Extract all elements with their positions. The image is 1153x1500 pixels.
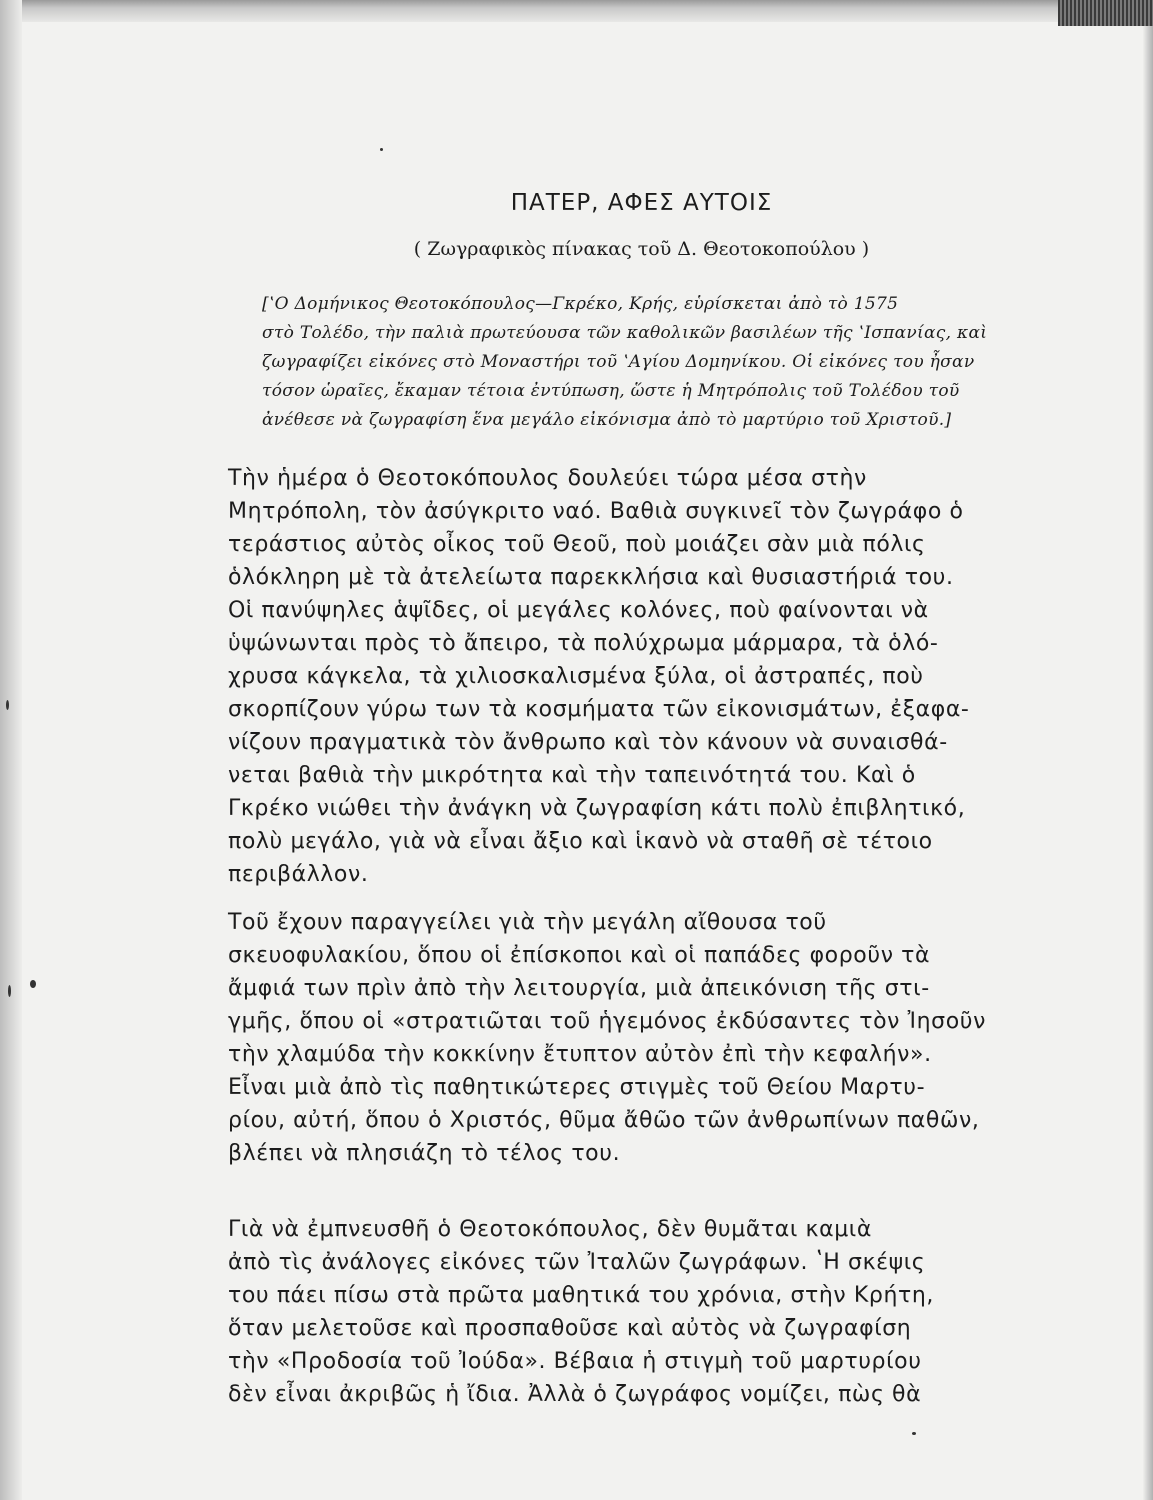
text-line: Γιὰ νὰ ἐμπνευσθῆ ὁ Θεοτοκόπουλος, δὲν θυμᾶται καμιὰ: [228, 1217, 872, 1242]
intro-line: ἀνέθεσε νὰ ζωγραφίση ἕνα μεγάλο εἰκόνισμα ἀπὸ τὸ μαρτύριο τοῦ Χριστοῦ.]: [262, 410, 952, 430]
paragraph-3: [228, 1213, 1050, 1411]
scan-speck: [380, 148, 383, 151]
intro-line: [ʽΟ Δομήνικος Θεοτοκόπουλος—Γκρέκο, Κρής, εὑρίσκεται ἀπὸ τὸ 1575: [262, 294, 899, 314]
text-line: γμῆς, ὅπου οἱ «στρατιῶται τοῦ ἡγεμόνος ἐκδύσαντες τὸν Ἰησοῦν: [228, 1009, 986, 1034]
text-line: πολὺ μεγάλο, γιὰ νὰ εἶναι ἄξιο καὶ ἱκανὸ νὰ σταθῆ σὲ τέτοιο: [228, 829, 933, 854]
text-line: ἄμφιά των πρὶν ἀπὸ τὴν λειτουργία, μιὰ ἀπεικόνιση τῆς στι-: [228, 976, 930, 1001]
text-line: τὴν χλαμύδα τὴν κοκκίνην ἔτυπτον αὐτὸν ἐπὶ τὴν κεφαλήν».: [228, 1042, 932, 1067]
intro-line: τόσον ὡραῖες, ἔκαμαν τέτοια ἐντύπωση, ὥστε ἡ Μητρόπολις τοῦ Τολέδου τοῦ: [262, 381, 960, 401]
intro-line: ζωγραφίζει εἰκόνες στὸ Μοναστήρι τοῦ ʽΑγίου Δομηνίκου. Οἱ εἰκόνες του ἦσαν: [262, 352, 975, 372]
text-line: τεράστιος αὐτὸς οἶκος τοῦ Θεοῦ, ποὺ μοιάζει σὰν μιὰ πόλις: [228, 532, 926, 557]
paragraph-1: [228, 462, 1050, 891]
text-line: Τὴν ἡμέρα ὁ Θεοτοκόπουλος δουλεύει τώρα μέσα στὴν: [228, 466, 867, 491]
text-line: Γκρέκο νιώθει τὴν ἀνάγκη νὰ ζωγραφίση κάτι πολὺ ἐπιβλητικό,: [228, 796, 966, 821]
scan-edge-top: [0, 0, 1153, 22]
text-line: ρίου, αὐτή, ὅπου ὁ Χριστός, θῦμα ἄθῶο τῶν ἀνθρωπίνων παθῶν,: [228, 1108, 980, 1133]
text-line: σκευοφυλακίου, ὅπου οἱ ἐπίσκοποι καὶ οἱ παπάδες φοροῦν τὰ: [228, 943, 931, 968]
scan-edge-left: [0, 0, 22, 1500]
text-line: Τοῦ ἔχουν παραγγείλει γιὰ τὴν μεγάλη αἴθουσα τοῦ: [228, 910, 827, 935]
scan-speck: [30, 980, 36, 988]
text-line: νίζουν πραγματικὰ τὸν ἄνθρωπο καὶ τὸν κάνουν νὰ συναισθά-: [228, 730, 948, 755]
text-line: βλέπει νὰ πλησιάζη τὸ τέλος του.: [228, 1141, 621, 1166]
text-line: δὲν εἶναι ἀκριβῶς ἡ ἴδια. Ἀλλὰ ὁ ζωγράφος νομίζει, πὼς θὰ: [228, 1382, 922, 1407]
text-line: του πάει πίσω στὰ πρῶτα μαθητικά του χρόνια, στὴν Κρήτη,: [228, 1283, 934, 1308]
intro-line: στὸ Τολέδο, τὴν παλιὰ πρωτεύουσα τῶν καθολικῶν βασιλέων τῆς ʽΙσπανίας, καὶ: [262, 323, 988, 343]
scan-edge-right: [1143, 0, 1153, 1500]
text-line: Μητρόπολη, τὸν ἀσύγκριτο ναό. Βαθιὰ συγκινεῖ τὸν ζωγράφο ὁ: [228, 499, 964, 524]
text-line: ὁλόκληρη μὲ τὰ ἀτελείωτα παρεκκλήσια καὶ θυσιαστήριά του.: [228, 565, 954, 590]
text-line: Οἱ πανύψηλες ἁψῖδες, οἱ μεγάλες κολόνες, ποὺ φαίνονται νὰ: [228, 598, 929, 623]
text-line: σκορπίζουν γύρω των τὰ κοσμήματα τῶν εἰκονισμάτων, ἐξαφα-: [228, 697, 970, 722]
text-line: ἀπὸ τὶς ἀνάλογες εἰκόνες τῶν Ἰταλῶν ζωγράφων. ʽΗ σκέψις: [228, 1250, 926, 1275]
text-line: ὑψώνωνται πρὸς τὸ ἄπειρο, τὰ πολύχρωμα μάρμαρα, τὰ ὁλό-: [228, 631, 939, 656]
text-line: νεται βαθιὰ τὴν μικρότητα καὶ τὴν ταπεινότητά του. Καὶ ὁ: [228, 763, 916, 788]
page-subtitle: ( Ζωγραφικὸς πίνακας τοῦ Δ. Θεοτοκοπούλου ): [413, 238, 870, 260]
text-line: ὅταν μελετοῦσε καὶ προσπαθοῦσε καὶ αὐτὸς νὰ ζωγραφίση: [228, 1316, 912, 1341]
scan-speck: [6, 700, 9, 710]
scan-speck: [912, 1432, 916, 1435]
text-line: περιβάλλον.: [228, 862, 369, 887]
scan-corner-binding: [1058, 0, 1153, 26]
text-line: τὴν «Προδοσία τοῦ Ἰούδα». Βέβαια ἡ στιγμὴ τοῦ μαρτυρίου: [228, 1349, 922, 1374]
text-line: χρυσα κάγκελα, τὰ χιλιοσκαλισμένα ξύλα, οἱ ἀστραπές, ποὺ: [228, 664, 924, 689]
page-title: ΠΑΤΕΡ, ΑΦΕΣ ΑΥΤΟΙΣ: [510, 190, 773, 216]
scan-speck: [8, 985, 11, 997]
text-line: Εἶναι μιὰ ἀπὸ τὶς παθητικώτερες στιγμὲς τοῦ Θείου Μαρτυ-: [228, 1075, 926, 1100]
intro-note: [262, 290, 1042, 435]
paragraph-2: [228, 906, 1050, 1170]
